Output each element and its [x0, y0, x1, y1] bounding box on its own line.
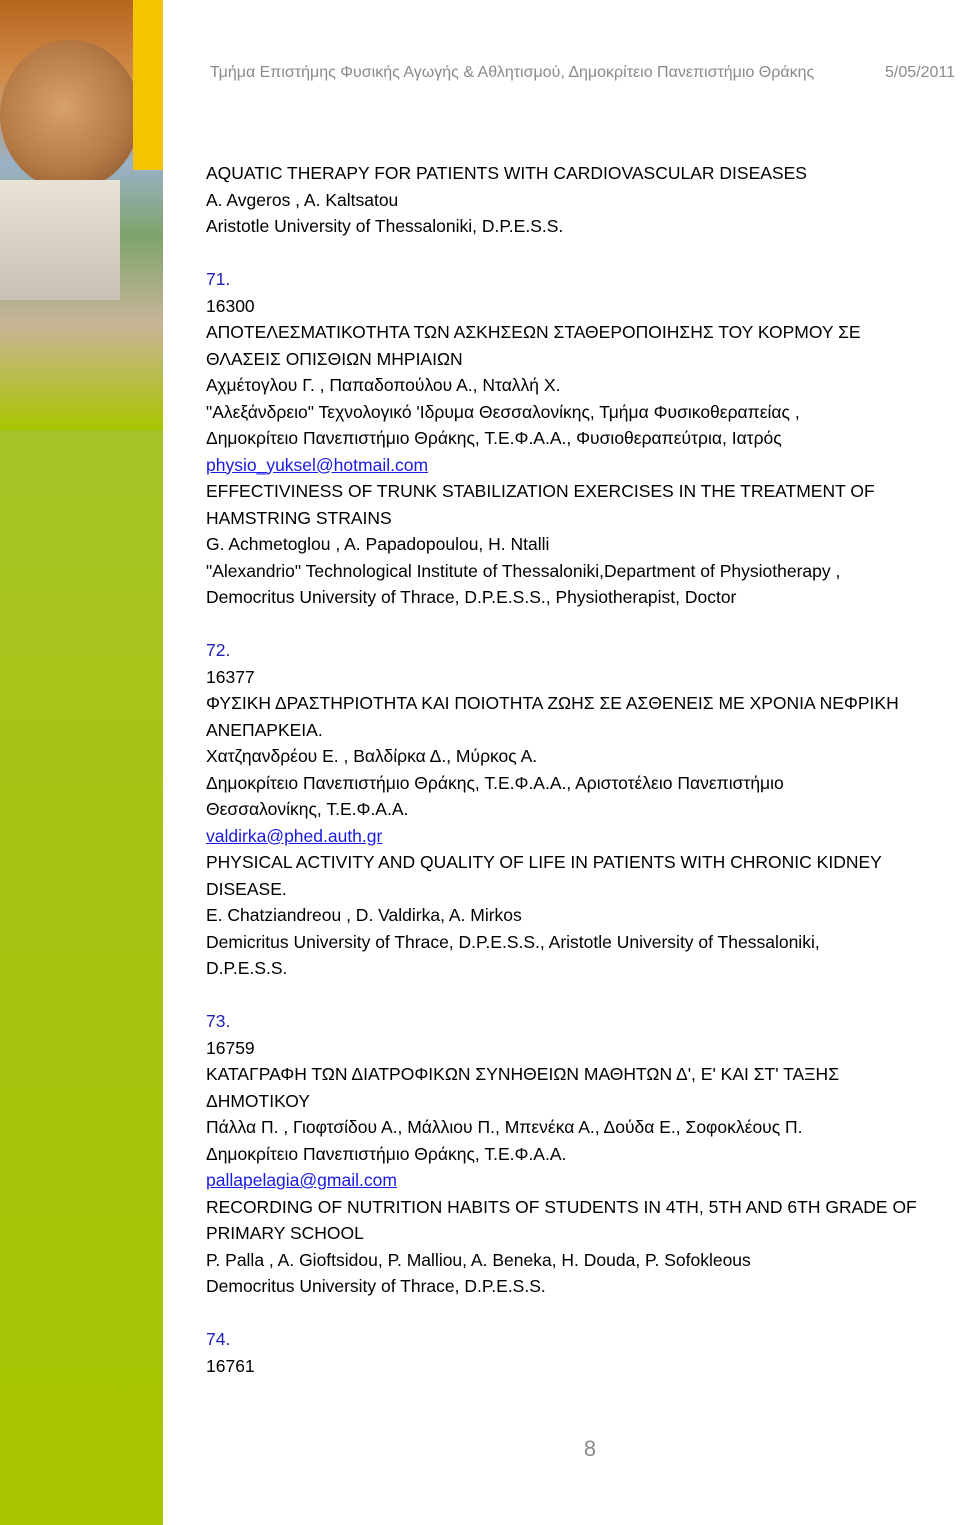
entry-affiliation-en: D.P.E.S.S. [206, 958, 288, 978]
entry-number: 73. [206, 1011, 231, 1031]
page-header [0, 64, 960, 86]
intro-affiliation-en: Aristotle University of Thessaloniki, D.P.E.S.S. [206, 216, 564, 236]
entry-number: 71. [206, 269, 231, 289]
spacer [206, 1300, 952, 1327]
entry-title-gr: ΑΝΕΠΑΡΚΕΙΑ. [206, 719, 323, 740]
entry-title-en: RECORDING OF NUTRITION HABITS OF STUDENTS IN 4TH, 5TH AND 6TH GRADE OF [206, 1196, 917, 1217]
intro-title-en: AQUATIC THERAPY FOR PATIENTS WITH CARDIOVASCULAR DISEASES [206, 163, 807, 183]
entry-code: 16377 [206, 666, 255, 687]
photo-child-face [0, 40, 140, 190]
entry-affiliation-en: Demicritus University of Thrace, D.P.E.S.S., Aristotle University of Thessaloniki, [206, 931, 820, 952]
page-number: 8 [583, 1436, 597, 1461]
side-decoration [0, 0, 163, 1525]
entry-authors-en: E. Chatziandreou , D. Valdirka, A. Mirkos [206, 905, 522, 925]
entry-title-en: EFFECTIVINESS OF TRUNK STABILIZATION EXERCISES IN THE TREATMENT OF [206, 481, 875, 501]
entry-title-gr: ΔΗΜΟΤΙΚΟΥ [206, 1090, 310, 1111]
entry-code: 16759 [206, 1037, 255, 1058]
spacer [206, 982, 952, 1009]
entry-title-gr: ΘΛΑΣΕΙΣ ΟΠΙΣΘΙΩΝ ΜΗΡΙΑΙΩΝ [206, 348, 463, 369]
entry-title-gr: ΦΥΣΙΚΗ ΔΡΑΣΤΗΡΙΟΤΗΤΑ ΚΑΙ ΠΟΙΟΤΗΤΑ ΖΩΗΣ ΣΕ ΑΣΘΕΝΕΙΣ ΜΕ ΧΡΟΝΙΑ ΝΕΦΡΙΚΗ [206, 693, 899, 713]
intro-authors-en: A. Avgeros , A. Kaltsatou [206, 189, 399, 210]
entry-title-gr: ΑΠΟΤΕΛΕΣΜΑΤΙΚΟΤΗΤΑ ΤΩΝ ΑΣΚΗΣΕΩΝ ΣΤΑΘΕΡΟΠΟΙΗΣΗΣ ΤΟΥ ΚΟΡΜΟΥ ΣΕ [206, 322, 861, 342]
header-date: 5/05/2011 [885, 64, 955, 81]
entry-code: 16300 [206, 295, 255, 316]
entry-title-en: HAMSTRING STRAINS [206, 507, 392, 528]
entry-authors-en: G. Achmetoglou , A. Papadopoulou, H. Ntalli [206, 534, 550, 554]
entry-affiliation-gr: "Αλεξάνδρειο" Τεχνολογικό 'Ιδρυμα Θεσσαλονίκης, Τμήμα Φυσικοθεραπείας , [206, 401, 800, 422]
entry-email-link[interactable]: pallapelagia@gmail.com [206, 1170, 397, 1190]
photo-child-shirt [0, 180, 120, 300]
entry-affiliation-gr: Δημοκρίτειο Πανεπιστήμιο Θράκης, Τ.Ε.Φ.Α.Α., Φυσιοθεραπεύτρια, Ιατρός [206, 428, 782, 448]
entry-email-link[interactable]: physio_yuksel@hotmail.com [206, 454, 429, 475]
entry-code: 16761 [206, 1355, 255, 1376]
entry-title-en: DISEASE. [206, 878, 287, 899]
entry-title-en: PHYSICAL ACTIVITY AND QUALITY OF LIFE IN PATIENTS WITH CHRONIC KIDNEY [206, 852, 882, 872]
entry-affiliation-gr: Θεσσαλονίκης, Τ.Ε.Φ.Α.Α. [206, 799, 409, 819]
page-content [206, 160, 952, 1379]
entry-authors-en: P. Palla , A. Gioftsidou, P. Malliou, A. Beneka, H. Douda, P. Sofokleous [206, 1249, 751, 1270]
entry-authors-gr: Χατζηανδρέου Ε. , Βαλδίρκα Δ., Μύρκος Α. [206, 746, 538, 766]
entry-title-en: PRIMARY SCHOOL [206, 1223, 364, 1243]
header-institution: Τμήμα Επιστήμης Φυσικής Αγωγής & Αθλητισμού, Δημοκρίτειο Πανεπιστήμιο Θράκης [210, 64, 815, 81]
entry-affiliation-gr: Δημοκρίτειο Πανεπιστήμιο Θράκης, Τ.Ε.Φ.Α.Α. [206, 1143, 567, 1164]
entry-affiliation-gr: Δημοκρίτειο Πανεπιστήμιο Θράκης, Τ.Ε.Φ.Α.Α., Αριστοτέλειο Πανεπιστήμιο [206, 772, 784, 793]
entry-affiliation-en: Democritus University of Thrace, D.P.E.S.S. [206, 1276, 546, 1296]
entry-number: 72. [206, 640, 231, 660]
entry-authors-gr: Αχμέτογλου Γ. , Παπαδοπούλου Α., Νταλλή Χ. [206, 375, 561, 395]
entry-affiliation-en: "Alexandrio" Technological Institute of Thessaloniki,Department of Physiotherapy , [206, 560, 841, 581]
entry-authors-gr: Πάλλα Π. , Γιοφτσίδου Α., Μάλλιου Π., Μπενέκα Α., Δούδα Ε., Σοφοκλέους Π. [206, 1117, 803, 1137]
entry-email-link[interactable]: valdirka@phed.auth.gr [206, 825, 383, 846]
entry-title-gr: ΚΑΤΑΓΡΑΦΗ ΤΩΝ ΔΙΑΤΡΟΦΙΚΩΝ ΣΥΝΗΘΕΙΩΝ ΜΑΘΗΤΩΝ Δ', Ε' ΚΑΙ ΣΤ' ΤΑΞΗΣ [206, 1064, 840, 1084]
entry-number: 74. [206, 1329, 231, 1349]
spacer [206, 240, 952, 267]
entry-affiliation-en: Democritus University of Thrace, D.P.E.S.S., Physiotherapist, Doctor [206, 587, 737, 607]
spacer [206, 611, 952, 638]
